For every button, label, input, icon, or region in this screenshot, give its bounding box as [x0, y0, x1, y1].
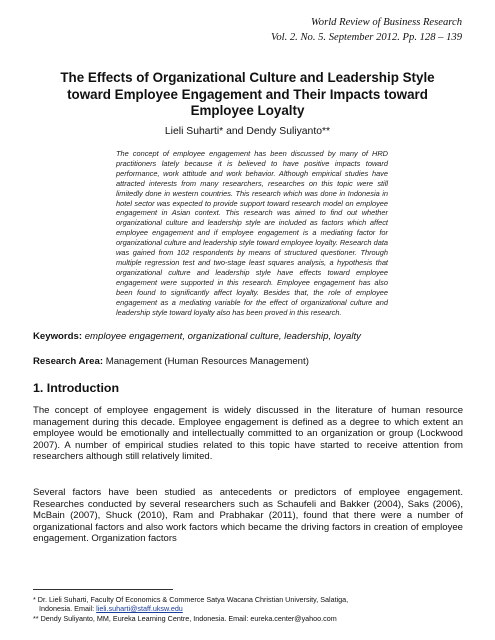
footnote-2: ** Dendy Suliyanto, MM, Eureka Learning Centre, Indonesia. Email: eureka.center@yahoo.com: [33, 613, 337, 623]
journal-name: World Review of Business Research: [310, 17, 462, 28]
paper-authors: Lieli Suharti* and Dendy Suliyanto**: [164, 126, 331, 137]
footnote-divider: [33, 589, 173, 590]
keywords-label: Keywords:: [33, 331, 83, 342]
keywords-value: employee engagement, organizational culture, leadership, loyalty: [84, 331, 361, 342]
research-area-value: Management (Human Resources Management): [105, 356, 309, 367]
abstract: The concept of employee engagement has been discussed by many of HRD practitioners lately because it is believed to have positive impacts toward performance, work attitude and work behavior. Although empirical studies have attracted interests from many researchers, researches on this topic were still limitedly done in western countries. This research which was done in Indonesia in hotel sector was expected to provide support toward research model on employee engagement in Asian context. This research was aimed to find out whether organizational culture and leadership style are included as factors which affect employee engagement and if employee engagement is a mediating factor for organizational culture and leadership style toward employee loyalty. Research data was gained from 102 respondents by means of structured questioner. Through multiple regression test and two-stage least squares analysis, a hypothesis that organizational culture and leadership style have effects toward employee engagement were supported in this research. Employee engagement has also been found to significantly affect loyalty. Besides that, the role of employee engagement as a mediating variable for the effect of organizational culture and leadership style toward loyalty also has been proved in this research.: [116, 149, 388, 317]
footnotes: [33, 595, 473, 623]
journal-issue: Vol. 2. No. 5. September 2012. Pp. 128 – 139: [271, 32, 462, 43]
section-heading: 1. Introduction: [33, 381, 120, 395]
paper-title: The Effects of Organizational Culture and Leadership Style toward Employee Engagement and Their Impacts toward Employee Loyalty: [60, 70, 435, 119]
journal-header: [271, 15, 462, 45]
footnote-1-continued: [33, 604, 473, 613]
author-1-email-link[interactable]: lieli.suharti@staff.uksw.edu: [96, 604, 183, 614]
footnote-1-email-label: Indonesia. Email:: [39, 604, 97, 614]
body-paragraph: The concept of employee engagement is widely discussed in the literature of human resource management during this decade. Employee engagement is defined as a degree to which extent an employee would be emotionally and intellectually committed to an organization or group (Lockwood 2007). A number of empirical studies related to this topic have started to receive attention from researchers although still relatively limited.: [33, 405, 463, 463]
research-area: [33, 356, 463, 367]
keywords: [33, 331, 463, 342]
research-area-label: Research Area:: [33, 356, 104, 367]
body-paragraph: Several factors have been studied as antecedents or predictors of employee engagement. Researches conducted by several researchers such as Schaufeli and Bakker (2004), Saks (2006), McBain (2007), Shuck (2010), Ram and Prabhakar (2011), found that there were a number of organizational factors and also work factors which became the driving factors in creation of employee engagement. Organization factors: [33, 487, 463, 545]
footnote-1: * Dr. Lieli Suharti, Faculty Of Economics & Commerce Satya Wacana Christian University, Salatiga,: [33, 595, 349, 604]
